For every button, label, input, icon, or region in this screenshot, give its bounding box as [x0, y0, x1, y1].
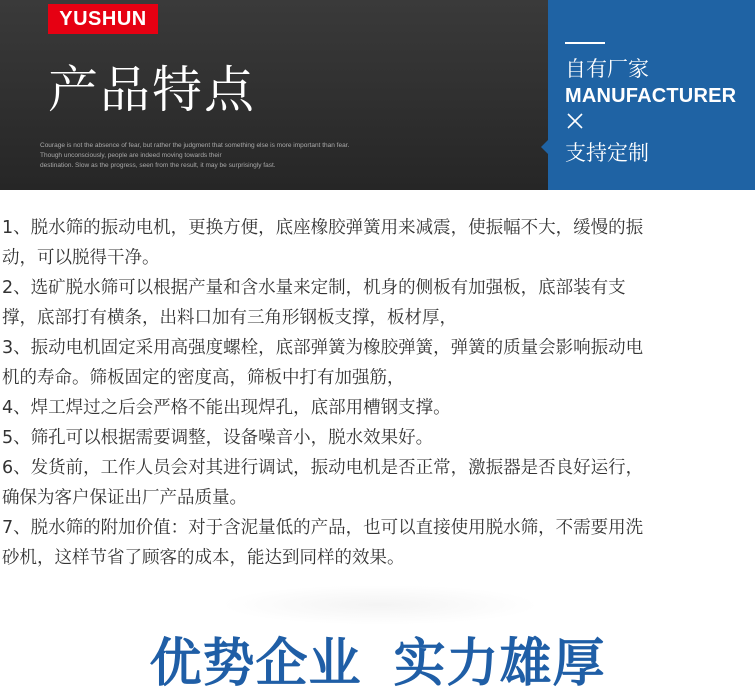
feature-line: 6、发货前，工作人员会对其进行调试，振动电机是否正常，激振器是否良好运行，: [2, 458, 644, 478]
feature-item: [0, 393, 750, 423]
feature-item: [0, 213, 750, 273]
slogan-part-2: 实力雄厚: [393, 634, 606, 694]
feature-line: 2、选矿脱水筛可以根据产量和含水量来定制，机身的侧板有加强板，底部装有支: [2, 278, 626, 298]
feature-line: 5、筛孔可以根据需要调整，设备噪音小，脱水效果好。: [2, 428, 434, 448]
page-title: 产品特点: [48, 61, 256, 119]
feature-line: 确保为客户保证出厂产品质量。: [2, 488, 247, 508]
banner-notch: [541, 139, 549, 155]
feature-line: 3、振动电机固定采用高强度螺栓，底部弹簧为橡胶弹簧，弹簧的质量会影响振动电: [2, 338, 644, 358]
feature-item: [0, 333, 750, 393]
feature-item: [0, 423, 750, 453]
cross-icon: [566, 112, 584, 130]
slogan-heading: [0, 628, 755, 700]
banner-divider: [565, 42, 605, 44]
quote-line: destination. Slow as the progress, seen from the result, it may be surprisingly fast.: [40, 162, 276, 169]
feature-item: [0, 453, 750, 513]
header-banner: [0, 0, 755, 190]
quote-line: Courage is not the absence of fear, but rather the judgment that something else is more important than fear.: [40, 142, 350, 149]
customization-label: 支持定制: [565, 141, 649, 165]
banner-quote: [40, 141, 420, 171]
slogan-part-1: 优势企业: [149, 634, 362, 694]
feature-line: 撑，底部打有横条，出料口加有三角形钢板支撑，板材厚，: [2, 308, 457, 328]
quote-line: Though unconsciously, people are indeed moving towards their: [40, 152, 222, 159]
feature-line: 动，可以脱得干净。: [2, 248, 160, 268]
feature-line: 机的寿命。筛板固定的密度高，筛板中打有加强筋，: [2, 368, 405, 388]
feature-item: [0, 513, 750, 573]
feature-line: 4、焊工焊过之后会严格不能出现焊孔，底部用槽钢支撑。: [2, 398, 451, 418]
feature-item: [0, 273, 750, 333]
manufacturer-label-cn: 自有厂家: [565, 57, 649, 81]
feature-list: [0, 213, 750, 573]
manufacturer-label-en: MANUFACTURER: [565, 85, 737, 107]
feature-line: 砂机，这样节省了顾客的成本，能达到同样的效果。: [2, 548, 405, 568]
feature-line: 7、脱水筛的附加价值：对于含泥量低的产品，也可以直接使用脱水筛，不需要用洗: [2, 518, 644, 538]
brand-logo: YUSHUN: [48, 4, 158, 34]
slogan-glow: [220, 585, 540, 625]
feature-line: 1、脱水筛的振动电机，更换方便，底座橡胶弹簧用来减震，使振幅不大，缓慢的振: [2, 218, 644, 238]
